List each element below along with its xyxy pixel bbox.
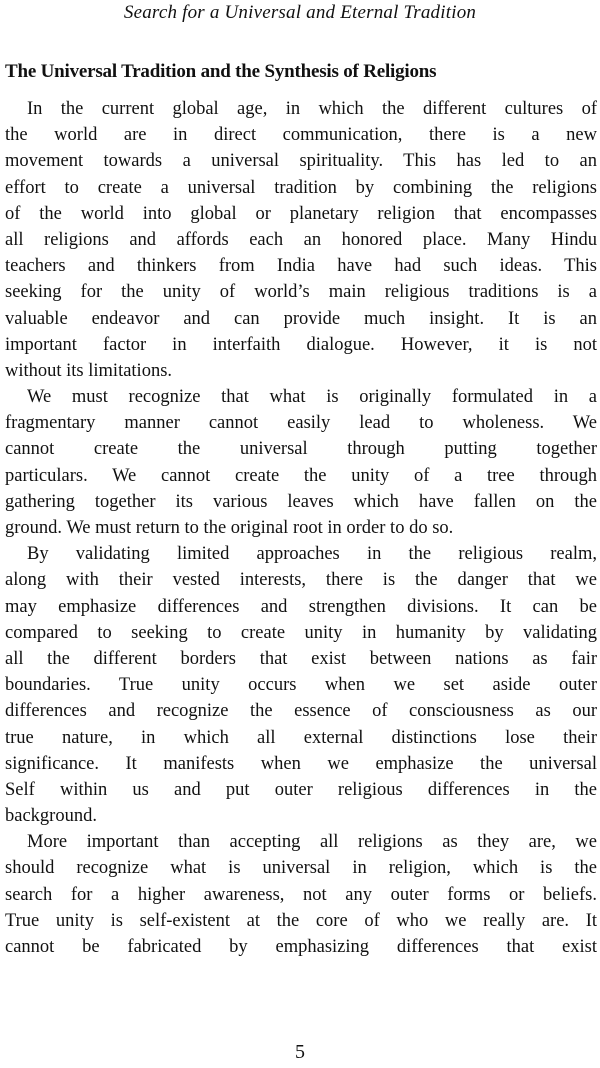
text-line: ground. We must return to the original root in order to do so. xyxy=(5,518,454,538)
section-title: The Universal Tradition and the Synthesis of Religions xyxy=(5,61,437,82)
text-line: Self within us and put outer religious differences in the xyxy=(5,779,597,800)
text-line: In the current global age, in which the different cultures of xyxy=(27,99,597,119)
page-number: 5 xyxy=(295,1041,305,1063)
text-line: effort to create a universal tradition by combining the religions xyxy=(5,177,597,198)
running-head: Search for a Universal and Eternal Tradition xyxy=(123,2,477,23)
text-line: without its limitations. xyxy=(5,360,173,381)
text-line: We must recognize that what is originally formulated in a xyxy=(27,387,597,408)
text-line: valuable endeavor and can provide much insight. It is an xyxy=(5,308,597,329)
text-line: true nature, in which all external distinctions lose their xyxy=(5,727,597,748)
body-text xyxy=(5,96,597,960)
text-line: particulars. We cannot create the unity of a tree through xyxy=(5,465,597,486)
text-line: important factor in interfaith dialogue. However, it is not xyxy=(5,334,597,355)
text-line: along with their vested interests, there is the danger that we xyxy=(5,570,597,591)
paragraph xyxy=(5,541,597,829)
text-line: teachers and thinkers from India have had such ideas. This xyxy=(5,256,597,277)
text-line: significance. It manifests when we emphasize the universal xyxy=(5,753,597,774)
text-line: may emphasize differences and strengthen divisions. It can be xyxy=(5,596,597,617)
paragraph xyxy=(5,384,597,541)
text-line: all the different borders that exist between nations as fair xyxy=(5,648,597,669)
text-line: gathering together its various leaves which have fallen on the xyxy=(5,491,597,512)
text-line: background. xyxy=(5,806,97,827)
paragraph xyxy=(5,96,597,384)
text-line: compared to seeking to create unity in humanity by validating xyxy=(5,622,597,643)
text-line: of the world into global or planetary religion that encompasses xyxy=(5,203,597,224)
text-line: movement towards a universal spirituality. This has led to an xyxy=(5,151,597,172)
text-line: fragmentary manner cannot easily lead to wholeness. We xyxy=(5,413,597,434)
text-line: boundaries. True unity occurs when we set aside outer xyxy=(5,675,597,696)
text-line: More important than accepting all religions as they are, we xyxy=(27,832,597,853)
text-line: cannot be fabricated by emphasizing differences that exist xyxy=(5,937,597,957)
text-line: True unity is self-existent at the core of who we really are. It xyxy=(5,910,597,931)
text-line: seeking for the unity of world’s main religious traditions is a xyxy=(5,282,597,303)
text-line: search for a higher awareness, not any outer forms or beliefs. xyxy=(5,884,597,905)
paragraph xyxy=(5,829,597,960)
text-line: By validating limited approaches in the religious realm, xyxy=(27,544,597,565)
text-line: differences and recognize the essence of consciousness as our xyxy=(5,701,597,722)
text-line: all religions and affords each an honored place. Many Hindu xyxy=(5,229,597,250)
text-line: should recognize what is universal in religion, which is the xyxy=(5,858,597,879)
text-line: cannot create the universal through putting together xyxy=(5,439,597,460)
text-line: the world are in direct communication, there is a new xyxy=(5,125,597,146)
